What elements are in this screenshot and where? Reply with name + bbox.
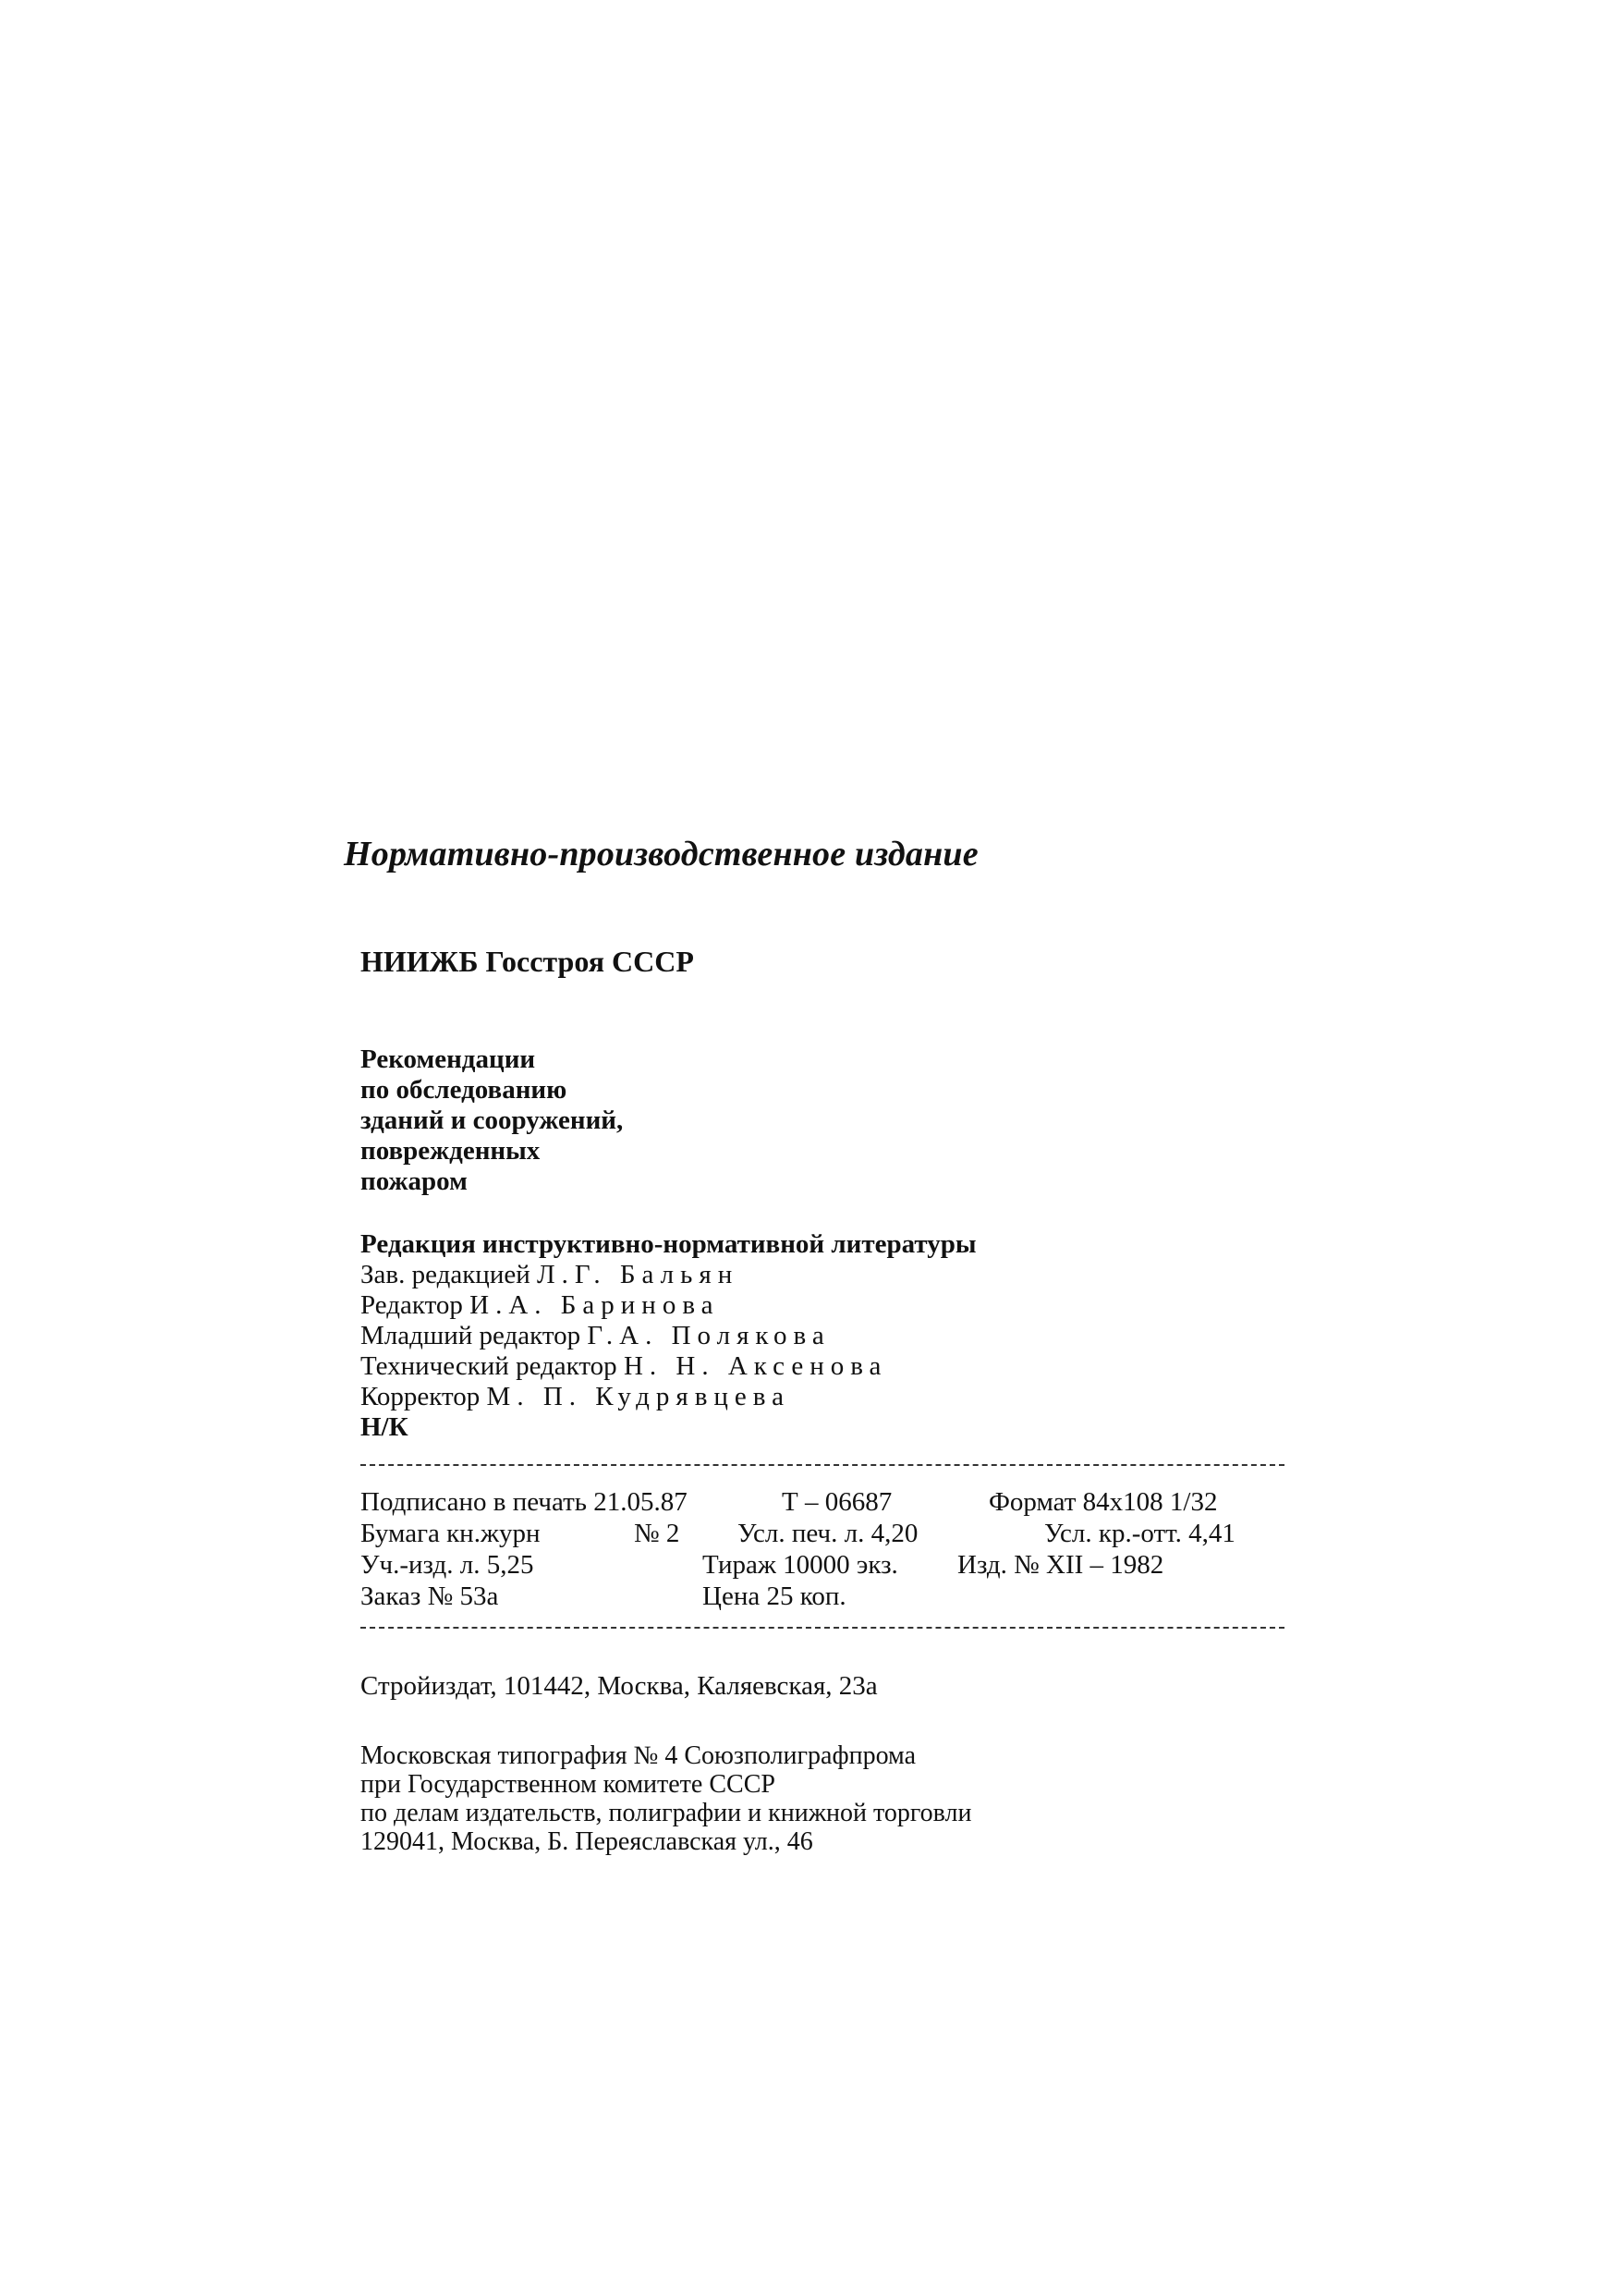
title-line: по обследованию [360, 1075, 567, 1105]
signed-date: Подписано в печать 21.05.87 [360, 1487, 688, 1517]
print-info-row [360, 1581, 1284, 1612]
print-info-row [360, 1518, 1284, 1549]
format: Формат 84х108 1/32 [989, 1487, 1218, 1517]
staff-row [360, 1351, 1331, 1382]
paper-number: № 2 [634, 1519, 680, 1548]
staff-name: Н. Н. Аксенова [623, 1351, 888, 1381]
circulation: Тираж 10000 экз. [702, 1550, 898, 1580]
staff-name: М. П. Кудрявцева [486, 1382, 790, 1411]
print-info-row [360, 1486, 1284, 1518]
staff-role: Технический редактор [360, 1351, 624, 1381]
staff-name: Г.А. Полякова [587, 1321, 831, 1350]
staff-mark: Н/К [360, 1412, 408, 1442]
title-line: зданий и сооружений, [360, 1105, 624, 1135]
paper: Бумага кн.журн [360, 1519, 541, 1548]
t-number: Т – 06687 [782, 1487, 893, 1517]
organization: НИИЖБ Госстроя СССР [360, 945, 694, 978]
staff-row [360, 1260, 1331, 1290]
title-line: пожаром [360, 1166, 468, 1196]
edition-type: Нормативно-производственное издание [344, 835, 979, 873]
staff-role: Корректор [360, 1382, 487, 1411]
staff-role: Редактор [360, 1290, 470, 1320]
publication-sheets: Уч.-изд. л. 5,25 [360, 1550, 534, 1580]
editorial-staff [360, 1229, 1331, 1443]
price: Цена 25 коп. [702, 1582, 846, 1611]
staff-name: Л.Г. Бальян [536, 1260, 739, 1289]
printer-line: Московская типография № 4 Союзполиграфпрома [360, 1741, 917, 1770]
publication-number: Изд. № XII – 1982 [957, 1550, 1164, 1580]
staff-row [360, 1382, 1331, 1412]
print-info-row [360, 1549, 1284, 1581]
staff-role: Младший редактор [360, 1321, 588, 1350]
print-sheets: Усл. печ. л. 4,20 [737, 1519, 919, 1548]
title-line: Рекомендации [360, 1044, 536, 1074]
staff-row [360, 1321, 1331, 1351]
printer-line: при Государственном комитете СССР [360, 1770, 775, 1799]
title-line: поврежденных [360, 1136, 541, 1166]
printer-line: 129041, Москва, Б. Переяславская ул., 46 [360, 1827, 813, 1856]
staff-role: Зав. редакцией [360, 1260, 537, 1289]
print-info [360, 1486, 1284, 1612]
printer-info [360, 1741, 1331, 1856]
staff-name: И.А. Баринова [469, 1290, 720, 1320]
staff-row [360, 1290, 1331, 1321]
publisher: Стройиздат, 101442, Москва, Каляевская, 23а [360, 1671, 878, 1701]
divider-top [360, 1464, 1284, 1466]
divider-bottom [360, 1627, 1284, 1629]
book-title [360, 1044, 1331, 1197]
staff-heading: Редакция инструктивно-нормативной литературы [360, 1229, 977, 1259]
order-number: Заказ № 53а [360, 1582, 499, 1611]
color-prints: Усл. кр.-отт. 4,41 [1044, 1519, 1236, 1548]
printer-line: по делам издательств, полиграфии и книжной торговли [360, 1799, 972, 1827]
